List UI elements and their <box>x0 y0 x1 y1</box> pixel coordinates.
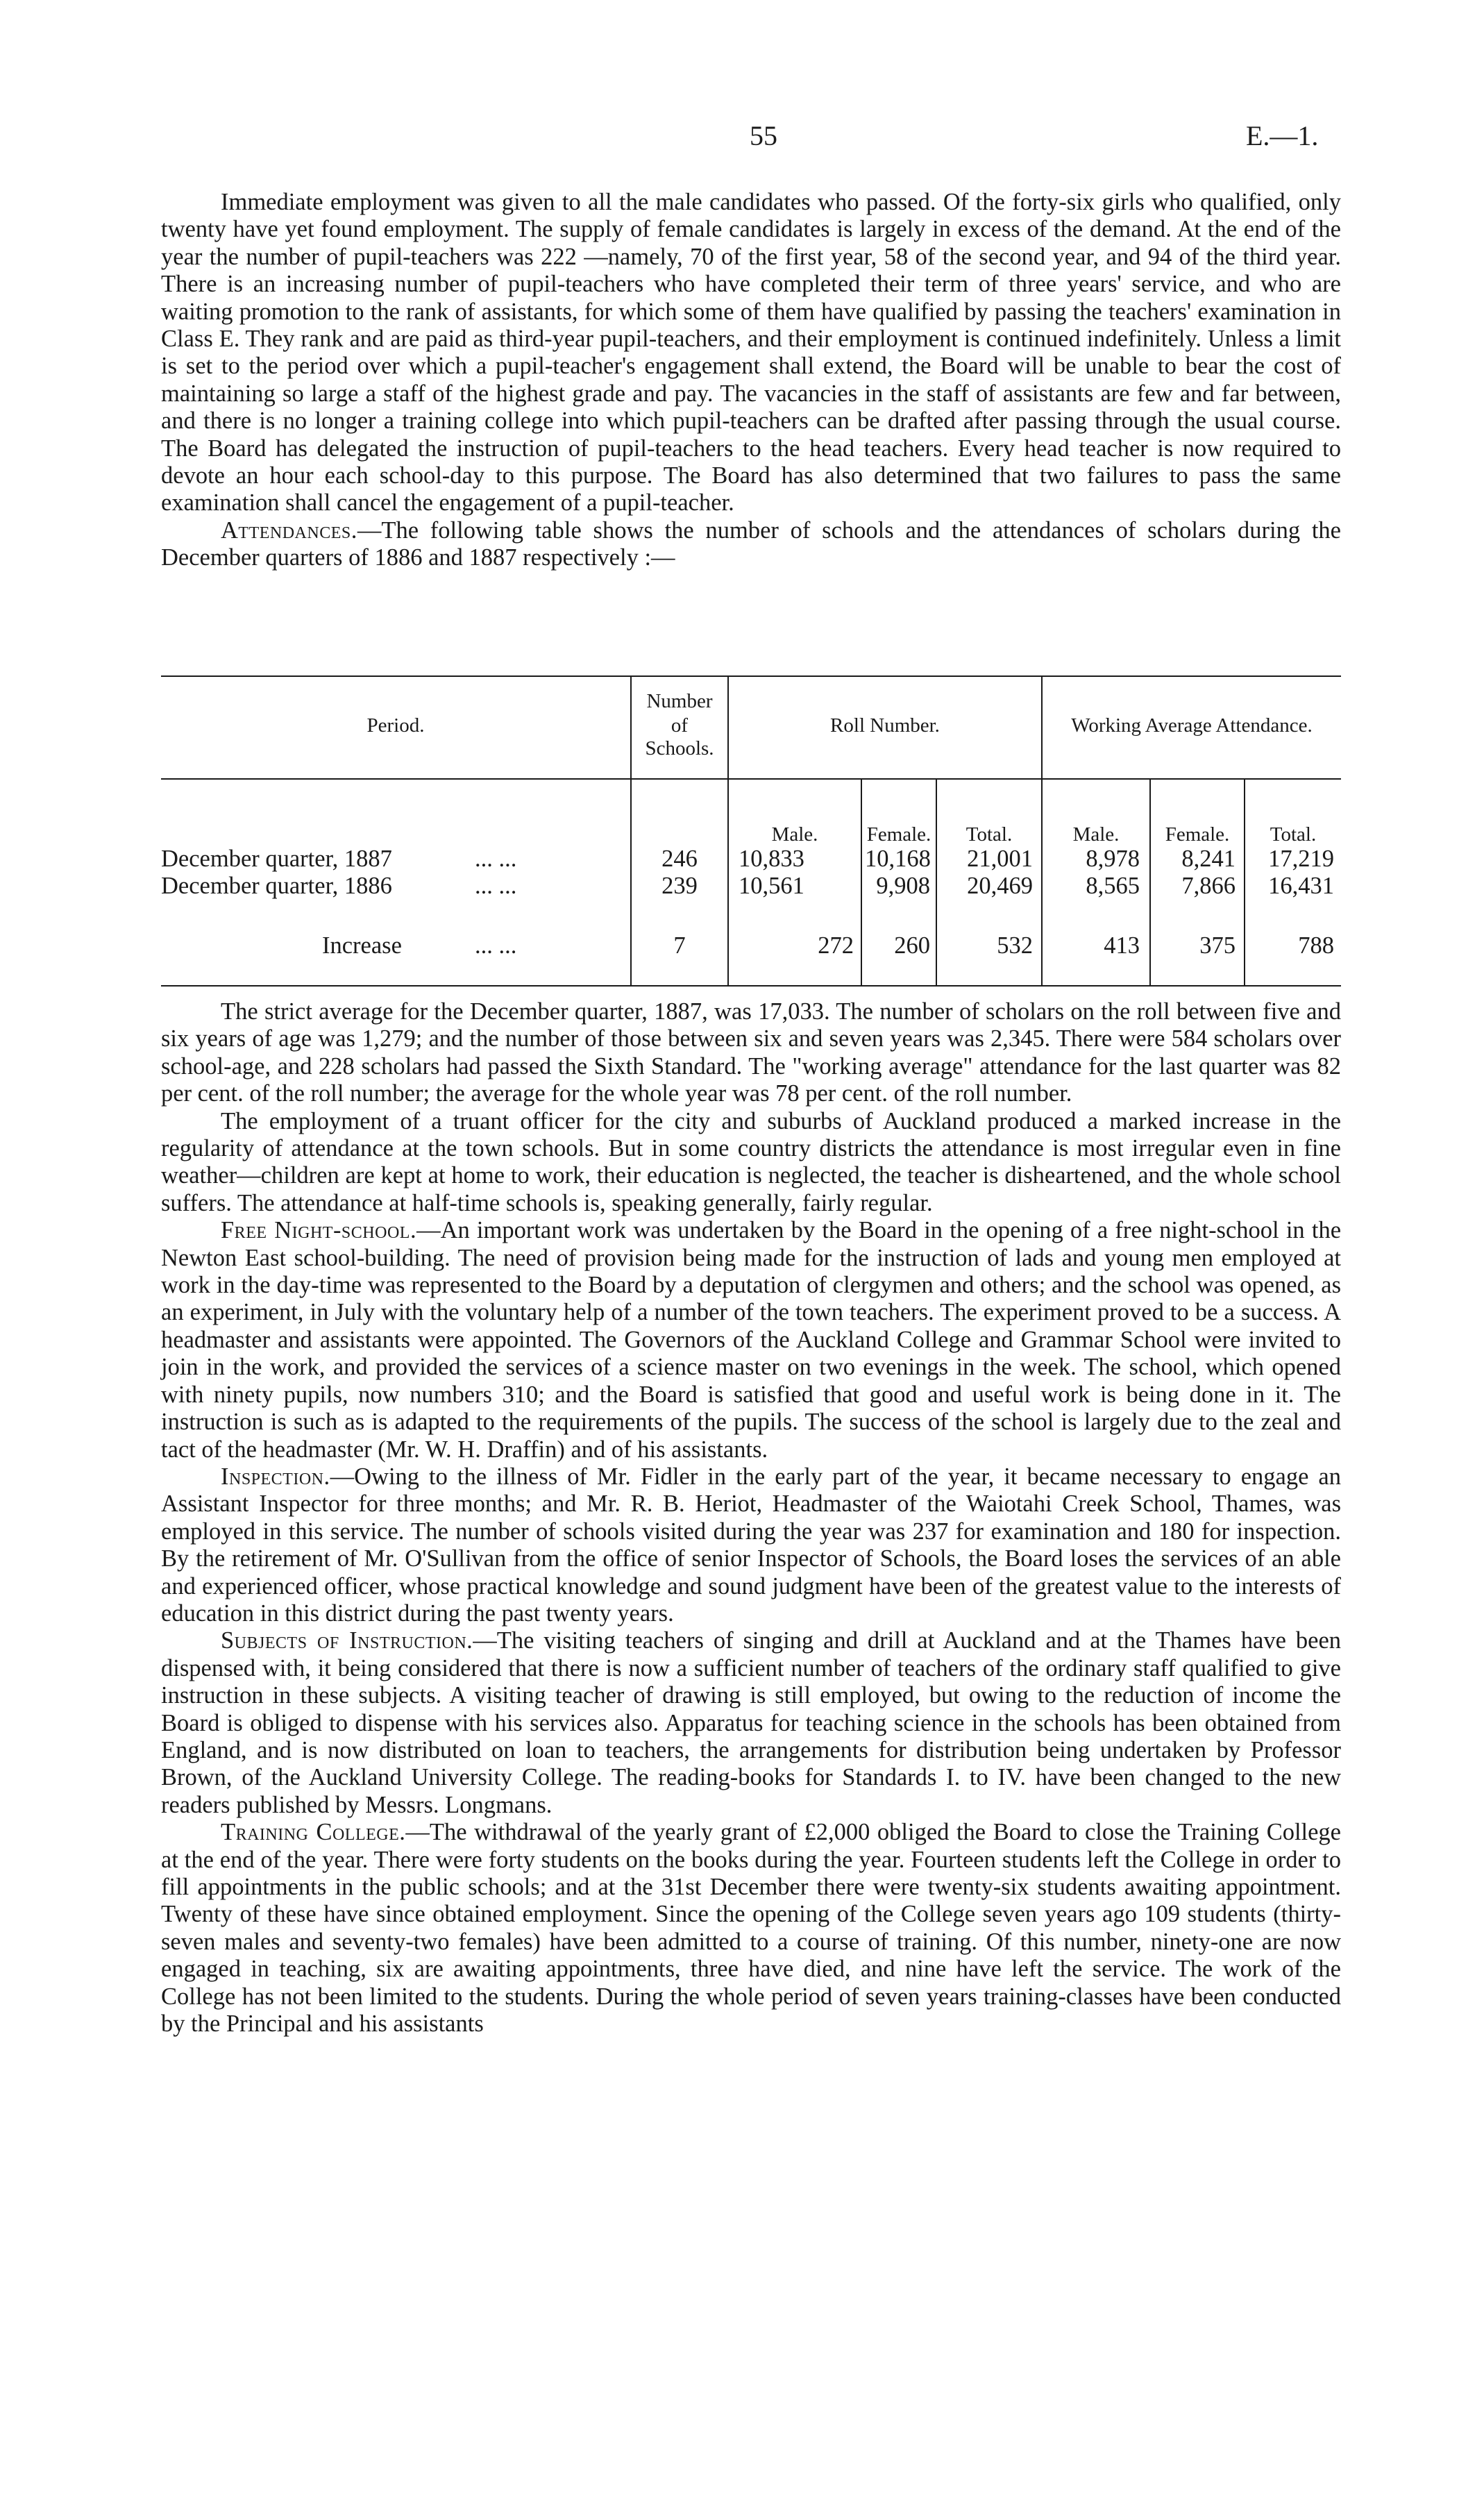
row-1886-wa-female: 7,866 <box>1181 873 1236 899</box>
attendance-table <box>161 675 1341 987</box>
sub-header-roll-male: Male. <box>771 823 818 846</box>
row-1887-roll-female: 10,168 <box>865 846 931 872</box>
heading-inspection: Inspection. <box>221 1463 330 1490</box>
row-1887-dots: ... ... <box>475 846 517 872</box>
col-header-roll-number: Roll Number. <box>830 714 940 737</box>
row-1887-roll-total: 21,001 <box>967 846 1033 872</box>
text-block-body <box>161 998 1341 2038</box>
night-school-text: —An important work was undertaken by the Board in the opening of a free night-school in the Newton East school-building. The need of provision being made for the instruction of lads and young men employed at work in the day-time was represented to the Board by a deputation of clergymen and others; and the school was opened, as an experiment, in July with the voluntary help of a number of the town teachers. The experiment proved to be a success. A headmaster and assistants were appointed. The Governors of the Auckland College and Grammar School were invited to join in the work, and provided the services of a science master on two evenings in the week. The school, which opened with ninety pupils, now numbers 310; and the Board is satisfied that good and useful work is being done in it. The instruction is such as is adapted to the requirements of the pupils. The success of the school is largely due to the zeal and tact of the headmaster (Mr. W. H. Draffin) and of his assistants. <box>161 1217 1342 1463</box>
row-1887-wa-total: 17,219 <box>1268 846 1334 872</box>
row-1886-roll-total: 20,469 <box>967 873 1033 899</box>
paragraph-night-school <box>161 1217 1341 1463</box>
paragraph-training-college <box>161 1819 1341 2038</box>
col-header-schools-3: Schools. <box>645 737 714 759</box>
paragraph-strict-average: The strict average for the December quarter, 1887, was 17,033. The number of scholars on the roll between five and six years of age was 1,279; and the number of those between six and seven years was 2,345. There were 584 scholars over school-age, and 228 scholars had passed the Sixth Standard. The "working average" attendance for the last quarter was 82 per cent. of the roll number; the average for the whole year was 78 per cent. of the roll number. <box>161 998 1341 1107</box>
row-increase-period: Increase <box>322 932 402 959</box>
col-header-schools-2: of <box>671 714 689 737</box>
inspection-text: —Owing to the illness of Mr. Fidler in the early part of the year, it became necessary to engage an Assistant Inspector for three months; and Mr. R. B. Heriot, Headmaster of the Waiotahi Creek School, Thames, was employed in this service. The number of schools visited during the year was 237 for examination and 180 for inspection. By the retirement of Mr. O'Sullivan from the office of senior Inspector of Schools, the Board loses the services of an able and experienced officer, whose practical knowledge and sound judgment have been of the greatest value to the interests of education in this district during the past twenty years. <box>161 1463 1341 1627</box>
row-1887-roll-male: 10,833 <box>739 846 804 872</box>
col-header-period: Period. <box>366 714 425 737</box>
paragraph-attendances <box>161 517 1341 572</box>
heading-subjects: Subjects of Instruction. <box>221 1627 473 1654</box>
row-increase-roll-male: 272 <box>818 932 854 959</box>
subjects-text: —The visiting teachers of singing and drill at Auckland and at the Thames have been dispensed with, it being considered that there is now a sufficient number of teachers of the ordinary staff qualified to give instruction in these subjects. A visiting teacher of drawing is still employed, but owing to the reduction of income the Board is obliged to dispense with his services also. Apparatus for teaching science in the schools has been obtained from England, and is now distributed on loan to teachers, the arrangements for distribution being undertaken by Professor Brown, of the Auckland University College. The reading-books for Standards I. to IV. have been changed to the new readers published by Messrs. Longmans. <box>161 1627 1342 1818</box>
sub-header-wa-male: Male. <box>1072 823 1120 846</box>
paragraph-pupil-teachers: Immediate employment was given to all the male candidates who passed. Of the forty-six girls who qualified, only twenty have yet found employment. The supply of female candidates is largely in excess of the demand. At the end of the year the number of pupil-teachers was 222 —namely, 70 of the first year, 58 of the second year, and 94 of the third year. There is an increasing number of pupil-teachers who have completed their term of three years' service, and who are waiting promotion to the rank of assistants, for which some of them have qualified by passing the teachers' examination in Class E. They rank and are paid as third-year pupil-teachers, and their employment is continued indefinitely. Unless a limit is set to the period over which a pupil-teacher's engagement shall extend, the Board will be unable to bear the cost of maintaining so large a staff of the highest grade and pay. The vacancies in the staff of assistants are few and far between, and there is no longer a training college into which pupil-teachers can be drafted after passing through the usual course. The Board has delegated the instruction of pupil-teachers to the head teachers. Every head teacher is now required to devote an hour each school-day to this purpose. The Board has also determined that two failures to pass the same examination shall cancel the engagement of a pupil-teacher. <box>161 189 1341 517</box>
paragraph-subjects <box>161 1627 1341 1819</box>
row-1886-period: December quarter, 1886 <box>161 873 392 899</box>
col-header-working-average: Working Average Attendance. <box>1071 714 1313 737</box>
row-1886-wa-male: 8,565 <box>1086 873 1140 899</box>
page-number: 55 <box>750 120 777 151</box>
row-1886-schools: 239 <box>661 873 698 899</box>
row-1887-period: December quarter, 1887 <box>161 846 392 872</box>
row-increase-schools: 7 <box>673 932 686 959</box>
col-header-schools-1: Number <box>646 690 713 712</box>
document-reference: E.—1. <box>1246 120 1319 151</box>
heading-attendances: Attendances. <box>221 517 357 544</box>
row-increase-wa-male: 413 <box>1104 932 1140 959</box>
row-increase-roll-female: 260 <box>894 932 930 959</box>
row-1886-wa-total: 16,431 <box>1268 873 1334 899</box>
row-1887-schools: 246 <box>661 846 698 872</box>
row-1886-roll-female: 9,908 <box>876 873 930 899</box>
training-college-text: —The withdrawal of the yearly grant of £2,000 obliged the Board to close the Training College at the end of the year. There were forty students on the books during the year. Fourteen students left the College in order to fill appointments in the public schools; and at the 31st December there were twenty-six students awaiting appointment. Twenty of these have since obtained employment. Since the opening of the College seven years ago 109 students (thirty-seven males and seventy-two females) have been admitted to a course of training. Of this number, ninety-one are now engaged in teaching, six are awaiting appointments, three have died, and nine have left the service. The work of the College has not been limited to the students. During the whole period of seven years training-classes have been conducted by the Principal and his assistants <box>161 1819 1341 2038</box>
row-1886-roll-male: 10,561 <box>739 873 804 899</box>
attendances-text: —The following table shows the number of schools and the attendances of scholars during the December quarters of 1886 and 1887 respectively :— <box>161 517 1341 571</box>
paragraph-inspection <box>161 1463 1341 1627</box>
heading-night-school: Free Night-school. <box>221 1217 417 1244</box>
text-block-top <box>161 189 1341 572</box>
row-increase-wa-total: 788 <box>1298 932 1334 959</box>
row-1887-wa-female: 8,241 <box>1181 846 1236 872</box>
sub-header-wa-total: Total. <box>1270 823 1317 846</box>
sub-header-roll-total: Total. <box>966 823 1013 846</box>
heading-training-college: Training College. <box>221 1819 406 1846</box>
row-increase-wa-female: 375 <box>1199 932 1236 959</box>
row-1886-dots: ... ... <box>475 873 517 899</box>
sub-header-wa-female: Female. <box>1165 823 1230 846</box>
row-increase-dots: ... ... <box>475 932 517 959</box>
paragraph-truant-officer: The employment of a truant officer for the city and suburbs of Auckland produced a marked increase in the regularity of attendance at the town schools. But in some country districts the attendance is most irregular even in fine weather—children are kept at home to work, their education is neglected, the teacher is disheartened, and the whole school suffers. The attendance at half-time schools is, speaking generally, fairly regular. <box>161 1107 1341 1216</box>
row-1887-wa-male: 8,978 <box>1086 846 1140 872</box>
row-increase-roll-total: 532 <box>997 932 1033 959</box>
sub-header-roll-female: Female. <box>866 823 931 846</box>
